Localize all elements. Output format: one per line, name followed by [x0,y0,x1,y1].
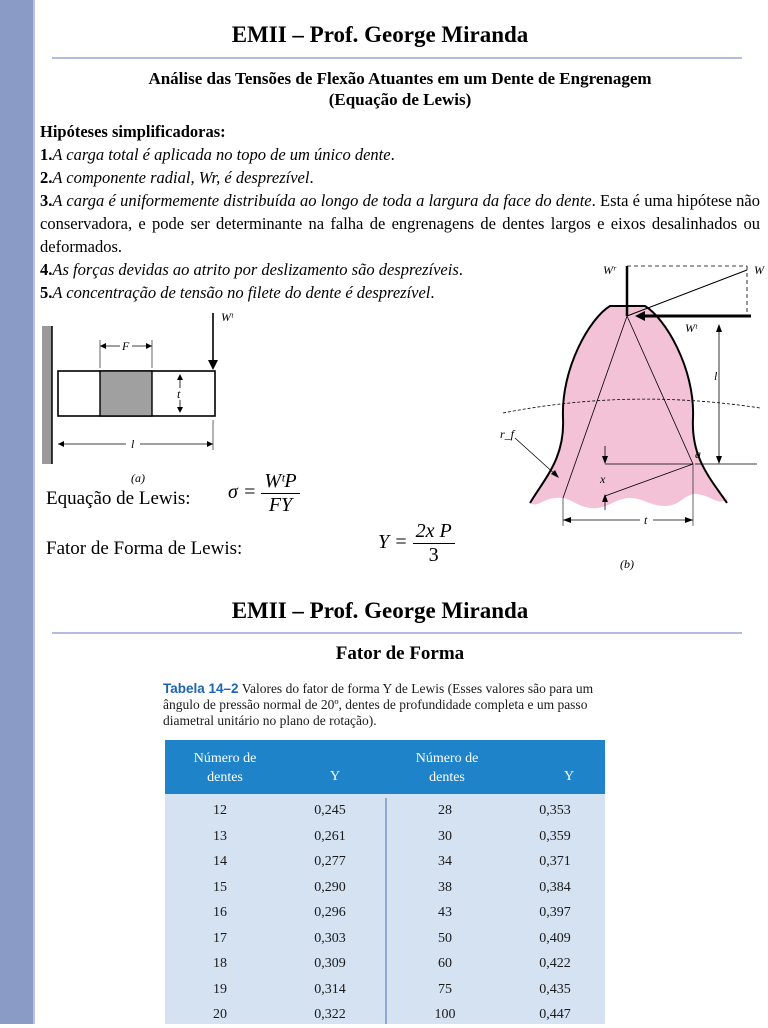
subtitle-line1: Análise das Tensões de Flexão Atuantes em um Dente de Engrenagem [148,69,652,88]
cell-y-left: 0,303 [314,930,346,946]
cell-teeth-right: 34 [438,854,452,869]
cell-y-right: 0,447 [539,1007,571,1022]
cell-teeth-left: 16 [213,905,227,920]
hypothesis-tail: . [390,145,395,164]
fig-b-w-label: W [754,263,764,277]
cell-y-right: 0,359 [539,828,571,844]
tooth-fill [530,306,727,508]
cell-teeth-right: 60 [438,956,452,971]
fig-a-load-label: Wᵗ [221,310,234,324]
hypothesis-3 [40,189,760,258]
fig-b-length-label: l [714,369,718,383]
table-caption-title: Tabela 14–2 [163,681,239,696]
hypothesis-text: A concentração de tensão no filete do dente é desprezível [52,283,431,302]
table-row [165,798,605,824]
form-fraction [413,520,455,567]
cell-y-left: 0,322 [314,1007,346,1022]
header-y-left: Y [329,769,341,784]
cell-y-left: 0,296 [314,905,346,920]
cell-y-left: 0,261 [314,828,346,844]
table-row [165,926,605,952]
fig-b-wr-label: Wʳ [603,263,616,277]
hypothesis-tail: . [430,283,435,302]
cell-teeth-right: 43 [438,905,452,920]
table-row [165,951,605,977]
hypothesis-2 [40,166,760,189]
fig-a-width-label: F [122,339,130,353]
table-header [165,740,605,794]
slide1-title: EMII – Prof. George Miranda [231,22,529,47]
figure-a-cantilever [38,308,258,488]
hypothesis-number: 2. [40,168,53,187]
form-factor-label: Fator de Forma de Lewis: [46,538,243,559]
hypothesis-1 [40,143,760,166]
form-numerator: 2x P [413,520,455,544]
cell-teeth-left: 12 [213,803,227,818]
slide2-section-title: Fator de Forma [335,643,465,664]
hypothesis-text: A carga total é aplicada no topo de um único dente [52,145,391,164]
subtitle-line2: (Equação de Lewis) [328,90,472,109]
lewis-denominator: FY [268,494,293,516]
cell-teeth-left: 14 [213,854,227,869]
table-row [165,1002,605,1028]
table-row [165,849,605,875]
cell-y-left: 0,245 [314,803,346,818]
cross-section [100,371,152,416]
slide1-subtitle [40,68,760,110]
cell-y-right: 0,353 [539,803,571,818]
hypothesis-tail: . [458,260,463,279]
fig-a-length-label: l [131,437,135,451]
cell-teeth-right: 75 [438,981,452,997]
cell-teeth-left: 13 [213,828,227,844]
sidebar-edge [33,0,35,1024]
table-row [165,900,605,926]
table-caption-text: Valores do fator de forma Y de Lewis (Esses valores são para um ângulo de pressão normal de 20º, dentes de profundidade completa e um passo diametral unitário no plano de rotação). [163,681,594,728]
cell-y-left: 0,314 [314,981,346,997]
header-teeth-left: Número de dentes [193,751,257,785]
left-sidebar-band [0,0,33,1024]
fig-a-caption: (a) [131,471,145,485]
lewis-form-factor-table [165,740,605,1024]
cell-teeth-right: 50 [438,930,452,946]
cell-teeth-right: 38 [438,879,452,895]
cell-teeth-left: 15 [213,879,227,895]
hypothesis-tail: . Esta é uma hipótese não conservadora, e pode ser determinante na falha de engrenagens de dentes largos e eixos desalinhados ou deformados. [40,191,760,256]
hypothesis-text: As forças devidas ao atrito por deslizamento são desprezíveis [52,260,459,279]
hypothesis-number: 4. [40,260,53,279]
fig-b-a-label: a [695,447,701,461]
cell-teeth-left: 19 [213,981,227,997]
lewis-equation [228,470,300,517]
cell-y-right: 0,384 [539,879,571,895]
wall [42,326,52,464]
table-caption [163,681,608,729]
lewis-lhs: σ = [228,481,257,504]
cell-y-right: 0,397 [539,905,571,920]
fig-a-thickness-label: t [177,387,181,401]
header-y-right: Y [563,769,575,784]
cell-y-right: 0,409 [539,930,571,946]
cell-teeth-right: 100 [434,1007,456,1022]
header-teeth-right: Número de dentes [415,751,479,785]
cell-teeth-right: 28 [438,803,452,818]
form-factor-equation [378,520,455,567]
hypothesis-number: 3. [40,191,53,210]
cell-teeth-left: 17 [213,930,227,946]
fig-b-caption: (b) [620,557,634,571]
cell-y-left: 0,277 [314,854,346,869]
slide2-title-rule [52,632,742,634]
cell-teeth-left: 20 [213,1007,227,1022]
hypothesis-number: 5. [40,283,53,302]
fig-b-t-label: t [644,513,648,527]
cell-y-right: 0,435 [539,981,571,997]
cell-y-left: 0,309 [314,956,346,971]
lewis-numerator: WᵗP [261,470,299,494]
hypothesis-text: A carga é uniformemente distribuída ao longo de toda a largura da face do dente [52,191,592,210]
hypotheses-heading: Hipóteses simplificadoras: [40,122,226,141]
cell-y-left: 0,290 [314,879,346,895]
fig-b-fillet-label: r_f [500,427,515,441]
cell-teeth-left: 18 [213,956,227,971]
fig-b-wt-label: Wᵗ [685,321,698,335]
fig-b-x-label: x [600,472,606,486]
form-denominator: 3 [428,544,439,566]
cell-y-right: 0,422 [539,956,571,971]
table-row [165,875,605,901]
hypothesis-text: A componente radial, Wr, é desprezível [52,168,310,187]
figure-b-gear-tooth [495,258,768,578]
cell-y-right: 0,371 [539,854,571,869]
slide2-title: EMII – Prof. George Miranda [231,598,529,623]
table-row [165,977,605,1003]
lewis-equation-label: Equação de Lewis: [46,488,191,509]
lewis-fraction [261,470,299,517]
slide1-title-rule [52,57,742,59]
cell-teeth-right: 30 [438,828,452,844]
hypothesis-tail: . [309,168,314,187]
hypothesis-number: 1. [40,145,53,164]
table-row [165,824,605,850]
form-lhs: Y = [378,531,408,554]
